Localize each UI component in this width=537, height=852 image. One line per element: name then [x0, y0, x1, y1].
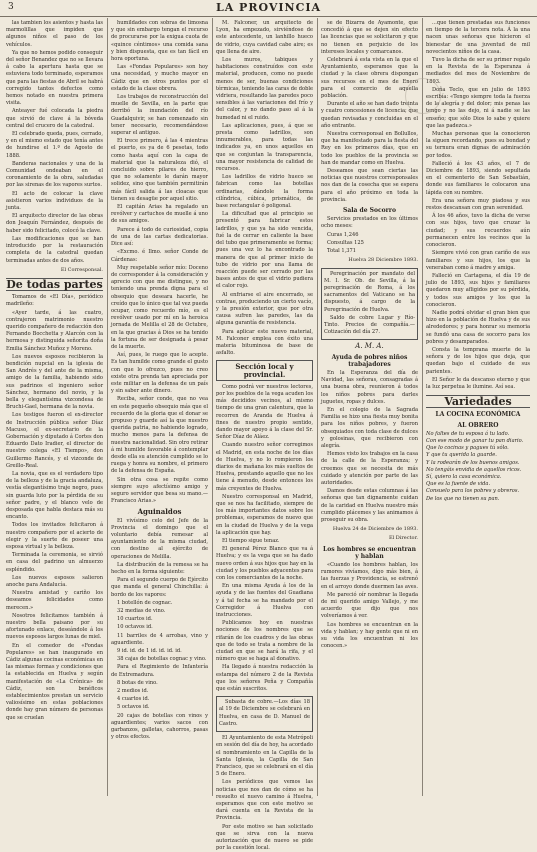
paragraph: ...que tienen prestadas sus funciones en tiempo de la tercera nota. Á la una nacen unas señoras que hicieron el bienestar de una juventud de mil novecientos niños de la casa.: [426, 20, 530, 55]
paragraph: Para el segundo cuerpo de Ejército que manda el general Chinchilla: á bordo de los vapores:: [111, 577, 208, 598]
paragraph: Hemos visto los trabajos en la casa de la calle de la Esperanza; y creemos que se necesita de más cuidado y atención por parte de las autoridades.: [321, 451, 418, 486]
paragraph: Ya que no hemos podido conseguir del señor Benandez que no se llevara á cabo la apertura hasta que se estuviera todo terminado, esperamos que para las fiestas de Abril se habrá corregido tantos defectos como hemos notado en nuestra primera visita.: [6, 49, 103, 107]
verse-line: Y la rodearán de los buenos amigos.: [426, 459, 520, 466]
paragraph: Nadie podrá olvidar el gran bien que hizo en la población de Huelva y de sus alrededores; y para honrar su memoria se fundó una casa de socorro para los pobres y desamparados.: [426, 309, 530, 345]
verse-line: No tengáis envidia de aquellos ricos.: [426, 466, 522, 473]
section-heading: Aguinaldos: [137, 507, 182, 517]
section-heading: Variedades: [426, 395, 530, 408]
notice-text: Saldo de cobre Lugar y Río-Tinto. Precios de compañía.—Cotización del día 27.: [324, 314, 415, 336]
paragraph: Nuestra corresponsal en Bollullos, que ha manifestado para la fiesta del Rey en los primeros días, que en todo los pueblos de la provincia se han de mandar como en Huelva.: [321, 131, 418, 166]
paragraph: Las «Fondas Populares» son hoy una necesidad, y mucho mayor en Cádiz que en otros puntos por el estado de la clase obrera.: [111, 64, 208, 92]
paragraph: Celebrará á esta vista en la que el Ayuntamiento, esperamos que la ciudad y la clase obrera dispongan sus recursos en el mes de Enero para el comercio de aquella población.: [321, 57, 418, 100]
paragraph: se de Bizarra de Ayamonte, que concedió á que se dejen sin efecto las licencias que se solicitaron y que no tienen en perjuicio de los intereses locales y comarcanos.: [321, 20, 418, 55]
paragraph: Deseamos que sean ciertas las noticias que nuestros corresponsales nos dan de la cosecha que se espera para el año próximo en toda la provincia.: [321, 168, 418, 203]
column-rule: [317, 18, 318, 796]
paragraph: humildades con sobras de limosna y que sin embargo tengan el recurso de procurarse por la exigua cuota de «quince céntimos» una comida sana y bien dispuesta, que es tan fácil en hora oportuna.: [111, 20, 208, 63]
paragraph: Banderas nacionales y una de la Comunidad ondeaban en el coronamiento de la obra, saludadas por las sirenas de los vapores surtos.: [6, 160, 103, 189]
paragraph: «Excmo. é Ilmo. señor Conde de Cárdenas:: [111, 249, 208, 263]
paragraph: «Ayer tarde, á las cuatro, contrajeron matrimonio nuestro querido compañero de redacción don Fernando Bocchetta y Alarcón con la hermosa y distinguida señorita doña Emilia Sánchez Muñoz y Moreno.: [6, 309, 103, 352]
paragraph: El celebrado queda, pues, cerrado, y en el mismo estado que tenía antes de hundirse el 1.º de Agosto de 1888.: [6, 131, 103, 159]
paragraph: Servicios prestados en los últimos ocho meses:: [321, 216, 418, 230]
section-heading: Los hombres se encuentran y hablan: [323, 545, 416, 560]
paragraph: El Ayuntamiento de esta Metrópoli en sesión del día de hoy, ha acordado el nombramiento en la Capilla de la Santa Iglesia, la Capilla de San Francisco, que se celebrará en el día 5 de Enero.: [216, 735, 313, 778]
section-heading: De todas partes: [6, 277, 103, 291]
paragraph: La dificultad que al principio se presentó para fabricar estos ladrillos, y que ya ha sido vencida, fué la de cerrar en caliente la base del tubo que primeramente se forma; pues una vez lo ha encontrado la manera de que al primer inicio de tubo de vidrio por una llama de reacción puede ser cerrado por las bases antes de que el vidrio pudiera el calor rojo.: [216, 211, 313, 290]
column-2: [111, 20, 208, 796]
paragraph: Muchas personas que la conocieron la siguen recordando, pues su bondad y su ternura eran dignas de admiración por todos.: [426, 131, 530, 159]
paragraph: La distribución de la remesa se ha hecho en la forma siguiente:: [111, 561, 208, 576]
paragraph: Durante el año se han dado treinta y cuatro concesiones de licencia; que quedan revisadas y concluidas en el año entrante.: [321, 101, 418, 129]
paragraph: En una misma Ayuda á los de la ayuda y de las fuentes del Guadiana y á tal fecha se ha mandado por el Corregidor á Huelva con instrucciones.: [216, 583, 313, 619]
paragraph: El Señor le da descanso eterno y que la luz perpetua le ilumine. Así sea.: [426, 376, 530, 390]
list-item: 11 barriles de 4 arrobas, vino y aguardiente.: [111, 632, 208, 646]
paragraph: Siempre vivió con gran cariño de sus familiares y sus hijos, los que la veneraban como á madre y amiga.: [426, 250, 530, 271]
paragraph: Falleció á los 43 años, el 7 de Diciembre de 1893, siendo sepultada en el cementerio de San Sebastián, donde sus familiares le colocaron una lápida con su nombre.: [426, 160, 530, 196]
paragraph: La novia, que es el verdadero tipo de la belleza y de la gracia andaluza, vestía elegantísimo traje negro, pues sin guarda luto por la pérdida de su señor padre, y el blanco velo de desposada que habla destaca más su encanto.: [6, 470, 103, 521]
paragraph: Los trabajos de reconstrucción del muelle de Sevilla, en la parte que derribó la inundación del río Guadalquivir, se han comenzado sin tener necesario, recomendándose superar el antiguo.: [111, 94, 208, 137]
verse-line: No faltes de tu esposa á tu lado.: [426, 430, 510, 437]
list-item: 10 octavos id.: [117, 624, 153, 631]
column-rule: [422, 18, 423, 796]
paragraph: Los nuevos esposos recibieron la bendición nupcial en la iglesia de San Andrés y del ante de la misma, amigo de la familia, habiendo sido sus padrinos el ingeniero señor Sánchez, hermano del novio, y la bella y elegantísima vizcondesa de Bruchi-Gael, hermana de la novia.: [6, 353, 103, 411]
article-title: LA COCINA ECONÓMICA: [435, 411, 521, 419]
paragraph: Los muros, tabiques y habitaciones construídos con este material, producen, como no puede menos de ser, buenas condiciones térmicas, teniendo las caras de doble vidriera, resultando las paredes poco sensibles á las variaciones del frío y del calor, y no dando paso al á la humedad ni el ruido.: [216, 57, 313, 121]
dateline: Huelva 28 Diciembre 1893.: [348, 257, 418, 264]
paragraph: Consta la temprana muerte de la señora y de los hijos que deja, que quedan bajo el cuidado de sus parientes.: [426, 346, 530, 375]
column-1: [6, 20, 103, 796]
column-rule: [212, 18, 213, 796]
verse-line: Con ese modo de ganar tu pan diario.: [426, 437, 524, 444]
list-item: 1 botellón de cognac.: [117, 599, 173, 606]
paragraph: Damos desde estas columnas á las señoras que tan dignamente cuidan de la caridad en Huelva nuestro más cumplido plácemes y las animamos á proseguir su obra.: [321, 488, 418, 523]
signature: El Corresponsal.: [60, 266, 103, 273]
list-item: 8 botas de vino.: [117, 679, 158, 686]
paragraph: Anteayer fué colocada la piedra que sirvió de clave á la bóveda central del crucero de la catedral.: [6, 108, 103, 129]
paragraph: Cuando nuestro señor corregimos el Madrid, en esta noche de los días de Huelva, y no lo rompieron los diarios de mañana los más sueltos de Huelva, prestando aquello que no les tiene á menudo, desde entonces los más creyentes de Huelva.: [216, 442, 313, 492]
column-5: [426, 20, 530, 796]
notice-box: [216, 696, 313, 732]
paragraph: Era una señora muy piadosa y sus restos descansan con gran serenidad.: [426, 197, 530, 212]
verse-line: Y que tu querida la guarde.: [426, 452, 497, 459]
verse-line: De los que no tienen su pan.: [426, 495, 500, 502]
page-number: 3: [8, 2, 14, 12]
verse-line: Consuelo para los pobres y obreros.: [426, 488, 520, 495]
verse-line: Sí, quiero la casa económica.: [426, 473, 502, 480]
list-item: 4 cuartos id.: [117, 696, 150, 703]
paragraph: En el colegio de la Sagrada Familia se hizo una fiesta muy bonita para los niños pobres, y fueron obsequiados con toda clase de dulces y golosinas, que recibieron con alegría.: [321, 406, 418, 449]
paragraph: M. Falconer, un arquitecto de Lyon, ha empezado, sirviéndose de este antecedente, un lanhillo hueco de vidrio, cuya cavidad cabe aire; es que llena de aire.: [216, 20, 313, 55]
paragraph: Así, pues, le ruego que lo acepte. Es tan humilde como grande el gusto con que lo ofrezco, pues no creo existe otra prenda tan apreciada por este militar en la defensa de un país y sin saber ante dinero.: [111, 352, 208, 395]
paragraph: En el comedor de «Fondas Populares» se han inaugurado en Cádiz algunas cocinas económicas en las mismas formas y condiciones que la establecida en Huelva y según manifestación de «La Crónica» de Cádiz, son benéficos establecimientos prestan un servicio valiosísimo en estas poblaciones donde hay gran número de personas que se cruelan: [6, 642, 103, 721]
paragraph: Doña Teclo, que en julio de 1893 escribía: «Tengo siempre toda la fuerza de la alegría y del dolor; mis penas las tengo y no las dejo, ni á nadie se las enseño; que sólo Dios lo sabe y quiere que las padezca.»: [426, 86, 530, 129]
list-item: 9 id. id. de 1 id. id. id. id.: [117, 648, 182, 655]
paragraph: Al enfriarse el aire encerrado, se contrae, produciendo un cierto vacío, y la presión exterior, que por otra causa sufren las paredes, las da alguna garantía de resistencia.: [216, 291, 313, 327]
section-heading: Sección local y provincial.: [216, 360, 313, 380]
paragraph: Reciba, señor conde, que no vea en este pequeño obsequio más que el recuerdo de la gloria que el donar se propuso y guarde así la que nuestro querida patria, no habiendo logrado, mucho menos para la defensa de nuestra nacionalidad. Sin otro retirar á mi humilde favorable á contemplar desde ella su atención cumplido se lo ruega y honra su nombre, el primero de la defensa de España.: [111, 396, 208, 475]
verse-line: Que es la fuente de vida.: [426, 481, 491, 488]
paragraph: Para aplicar este nuevo material, M. Falconer emplea con éxito una materia bituminosa de base de asfalto.: [216, 328, 313, 357]
paragraph: Publicamos hoy en nuestras nociones de los nombres que se rifarán de los cuadros y de las obras que de todo se trata a nombre de la ciudad en que se hará la rifa, y el número que se haga al donativo.: [216, 620, 313, 663]
signature: El Director.: [388, 535, 418, 542]
column-3: [216, 20, 313, 852]
column-4: [321, 20, 418, 796]
paragraph: Parece á todo de curiosidad, copia de una de las cartas dedicatorias. Dice así:: [111, 226, 208, 248]
list-item: 20 cajas de botellas con vinos y aguardientes; varios sacos con garbanzos, galletas, cahorros, pasas y otros efectos.: [111, 712, 208, 741]
notice-text: Subasta de cobre.—Los días 18 al 19 de Diciembre se celebrará en Huelva, en casa de D. Manuel de Castro.: [219, 699, 310, 727]
paragraph: Nuestra amistad y cariño los deseamos felicidades como merecen.»: [6, 590, 103, 611]
paragraph: «Cuando los hombres hablan, los rumores vivíamos, digo más bien, á las fuerzas y Providencia, se estrenó en el arroyo donde duermen las aves.: [321, 562, 419, 590]
paragraph: Las aplicaciones, pues, á que se presta como ladrillos, son innumerables, para todas las indicados ya, en unos aquellos en que se conjuntan la transparencia, una mayor resistencia de calidad de recursos.: [216, 122, 313, 173]
paragraph: Los ladrillos de vidrio hueco se fabrican como las botellas ordinarias, dándole la forma cilíndrica, cúbica, prismática, de base rectangular ó poligonal.: [216, 174, 313, 210]
paragraph: Á los 46 años, tuvo la dicha de verse con sus hijos, tuvo que cruzar la ciudad; y sus recuerdos aún permanecen entre los vecinos que la conocieron.: [426, 213, 530, 249]
paragraph: En la Esperanza del día de Navidad, las señoras, consagradas á una buena obra, reunieron á todos los niños pobres para darles juguetes, ropas y dulces.: [321, 369, 418, 405]
paragraph: El tiempo sigue tenaz.: [222, 538, 280, 545]
paragraph: Todos los invitados felicitaron á nuestro compañero por el acierto de elegir y la suerte de poseer una esposa virtual y la belleza.: [6, 522, 103, 551]
paragraph: El capitán Arias ha regalado un revólver y cartuchos de muelle á uno de sus amigos.: [111, 204, 208, 225]
paragraph: El trece primero, á las 4 mientras el puerto, es ya de 6 pesetas, todo como hasta aquí con la capa de material que la naturaleza dió, el concluido sobre pilares de hierro, que no solamente le darán mayor solidez, sino que también permitirán más fácil salida á las cloacas que tienen su desagüe por aquel sitio.: [111, 138, 208, 202]
notice-box: [321, 268, 418, 341]
column-rule: [107, 18, 108, 796]
paragraph: El general Pérez Blanco que va á Huelva; y es la vega que se ha dado nuevo orden á sus hijos que hay en la ciudad y los pueblos adyacentes para con los comerciantes de la noche.: [216, 546, 313, 582]
paragraph: Terminada la ceremonia, se sirvió en casa del padrino un almuerzo espléndido.: [6, 552, 103, 573]
section-heading: Sala de Socorro: [343, 207, 396, 215]
stat-row: Total 1,371: [327, 248, 356, 255]
notice-text: Peregrinación por mandato del M. I. Sr. Ob. de Sevilla, á la peregrinación de Roma, á los sacramentos del Vaticano se ha dispuesto, á cargo de la Peregrinación de Huelva.: [324, 270, 415, 313]
paragraph: El acto de colocar la clave asistieron varios individuos de la junta.: [6, 190, 103, 212]
paragraph: Tomamos de «El Día», periódico madrileño:: [6, 294, 103, 308]
paragraph: Las modificaciones que se han introducido por la restauración completa de la catedral quedan terminadas antes de dos años.: [6, 235, 103, 264]
paragraph: El vivísimo celo del Jefe de la Provincia el domingo que el voluntario debía remesar al ayuntamiento de la misma ciudad, con destino al ejército de operaciones de Melilla.: [111, 517, 208, 560]
paragraph: las tambien los asientos y hasta las marmolillas que impiden que algunos niños el paso de los vehículos.: [6, 20, 103, 48]
separator-initials: A. M. A.: [355, 342, 384, 351]
list-item: 38 cajas de botellas cognac y vino.: [117, 656, 207, 663]
paragraph: Los periódicos que vemos las noticias que nos dan de cómo se ha resuelto el nuevo camino á Huelva, esperamos que con este motivo se dará cuenta en la Revista de la Provincia.: [216, 779, 313, 822]
paragraph: Como podrá ver nuestros lectores, por los pueblos de la vega acuden los más decididos vecinos, al mismo tiempo de una gran calentura, que la recorren de Aranda de Huelva á fines de nuestro propio sentido, dando mayor apoyo á la clase del Sr. Señor Díaz de Aláez.: [216, 383, 313, 441]
section-heading: Ayuda de pobres niños trabajadores: [331, 353, 408, 368]
list-item: 5 octavos id.: [117, 704, 150, 711]
paragraph: El arquitecto director de las obras don Joaquín Fernández, después de haber sido felicitado, colocó la clave.: [6, 213, 103, 234]
paragraph: Los hombres se encuentran en la vida y hablan; y hay gente que ni en su vida los encuentran ni los conocen.»: [321, 621, 418, 650]
library-stamp-mark: [405, 78, 441, 114]
masthead: [0, 0, 537, 17]
paragraph: Ha llegado á nuestra redacción la estampa del número 2 de la Revista que los señores Peña y Compañía que están suscritos.: [216, 664, 313, 693]
verse-line: Que lo cocinas y pagues tú sólo.: [426, 445, 509, 452]
dateline: Huelva 24 de Diciembre de 1893.: [332, 526, 418, 533]
paragraph: Sin otra cosa se repite como siempre suyo afectísimo amigo y seguro servidor que besa su mano.—Francisco Arias.»: [111, 476, 208, 505]
stat-row: Consultas 125: [327, 239, 364, 246]
paragraph: Me pareció oír nombrar la llegada de mi querido amigo Vallejo, y me acuerdo que dijo que nos volveríamos á ver.: [321, 591, 418, 620]
stat-row: Curas 1,246: [327, 231, 359, 238]
paragraph: Por este motivo se han solicitado que se sirva con la nueva autorización que de nuevo se pide por la cuestión local.: [216, 823, 313, 852]
paragraph: Nuestro corresponsal en Madrid, que se nos ha facilitado, siempre de los más importantes datos sobre los problemas, esperamos de nuevo que en la ciudad de Huelva y de la vega la aplicación que hay.: [216, 493, 313, 536]
paragraph: Para el Regimiento de Infantería de Extremadura.: [111, 664, 208, 678]
list-item: 10 cuartos id.: [117, 616, 153, 623]
article-subtitle: AL OBRERO: [457, 421, 499, 429]
paragraph: Nosotros felicitamos también á nuestro bella paisano por su afortunado enlace, deseándole á los nuevos esposos largos lunas de miel.: [6, 612, 103, 641]
paragraph: Falleció en Cartagena, el día 19 de julio de 1893, sus hijos y familiares quedaron muy afligidos por su pérdida, y todos sus amigos y los que la conocieron.: [426, 272, 530, 308]
newspaper-title: LA PROVINCIA: [215, 1, 322, 14]
list-item: 2 medios id.: [117, 688, 149, 695]
poem: [426, 431, 530, 503]
paragraph: Los testigos fueron el ex-director de Instrucción pública señor Díaz Macuso, el ex-secretario de la Gobernación y diputado á Cortes don Eduardo Dato Iradier, el director de nuestro colega «El Tiempo», don Guillermo Rancés, y el vizconde de Greillo-Real.: [6, 412, 103, 469]
paragraph: Tuvo la dicha de ser su primer regalo en la Revista de la Esperanza á mediados del mes de Noviembre de 1893.: [426, 57, 530, 85]
paragraph: Muy respetable señor mío: Doceno de corresponder á la consideración y aprecio con que me distingue, y no teniendo una prenda digna para el obsequio que deseara hacerle, he creído que lo único que tal vez pueda ocupar, como recuerdo mío, es el revólver usado por mí en la heroica jornada de Melilla el 28 de Octubre, en la que gracias á Dios se ha tenido la fortuna de ser designada á pesar de la muerte.: [111, 264, 208, 350]
paragraph: Los nuevos esposos salieron anoche para Andalucía.: [6, 574, 103, 589]
list-item: 32 medias de vino.: [117, 608, 166, 615]
